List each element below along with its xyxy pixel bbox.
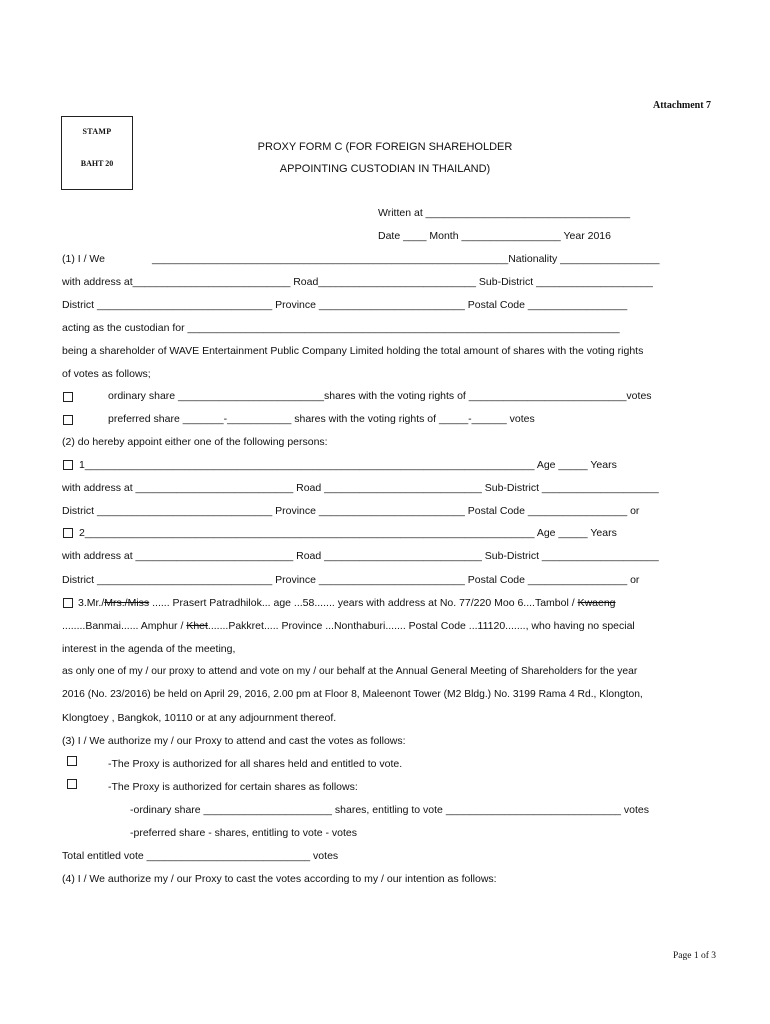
proxy3-subdistrict: ........Banmai...... Amphur / [62, 620, 184, 632]
proxy1-address-field[interactable]: with address at ___________________________ Road ___________________________ Sub-District ____________________ [62, 482, 659, 494]
meeting-statement-3: Klongtoey , Bangkok, 10110 or at any adjournment thereof. [62, 712, 337, 724]
preferred-share-checkbox[interactable] [63, 415, 73, 425]
proxy3-khet-struck: Khet [186, 620, 208, 632]
meeting-statement-1: as only one of my / our proxy to attend and vote on my / our behalf at the Annual General Meeting of Shareholders for the year [62, 666, 638, 677]
form-title-line2: APPOINTING CUSTODIAN IN THAILAND) [279, 163, 491, 175]
shareholder-name-field[interactable]: _____________________________________________________________Nationality _________________ [152, 253, 660, 265]
section4-heading: (4) I / We authorize my / our Proxy to cast the votes according to my / our intention as follows: [62, 873, 497, 885]
proxy2-name-field[interactable]: 2_____________________________________________________________________________ Age _____ Years [79, 527, 617, 539]
section1-i-we-label: (1) I / We [62, 253, 105, 265]
section3-heading: (3) I / We authorize my / our Proxy to attend and cast the votes as follows: [62, 735, 406, 747]
proxy3-title-struck: Mrs./Miss [104, 597, 150, 609]
stamp-box [61, 116, 133, 190]
all-shares-checkbox[interactable] [67, 756, 77, 766]
ordinary-share-field[interactable]: ordinary share _________________________shares with the voting rights of ___________________________votes [108, 390, 652, 402]
proxy2-checkbox[interactable] [63, 528, 73, 538]
authorized-ordinary-field[interactable]: -ordinary share ______________________ shares, entitling to vote ______________________________ votes [130, 804, 650, 816]
proxy1-checkbox[interactable] [63, 460, 73, 470]
proxy3-interest-note: interest in the agenda of the meeting, [62, 643, 236, 655]
proxy2-district-field[interactable]: District ______________________________ Province _________________________ Postal Code _________________ or [62, 574, 640, 586]
proxy1-name-field[interactable]: 1_____________________________________________________________________________ Age _____ Years [79, 459, 617, 471]
proxy3-kwaeng-struck: Kwaeng [577, 597, 616, 609]
proxy3-details: ...... Prasert Patradhilok... age ...58....... years with address at No. 77/220 Moo 6....Tambol / [149, 597, 575, 609]
proxy3-title-prefix: 3.Mr./ [78, 597, 105, 609]
shareholder-address-field[interactable]: with address at___________________________ Road___________________________ Sub-District ____________________ [62, 276, 653, 288]
page-number: Page 1 of 3 [673, 951, 717, 961]
shareholder-statement: being a shareholder of WAVE Entertainment Public Company Limited holding the total amount of shares with the voting rights [62, 345, 644, 357]
proxy3-line [78, 597, 616, 609]
proxy3-checkbox[interactable] [63, 598, 73, 608]
authorized-preferred-line: -preferred share - shares, entitling to vote - votes [130, 827, 358, 839]
proxy2-address-field[interactable]: with address at ___________________________ Road ___________________________ Sub-District ____________________ [62, 550, 659, 562]
meeting-statement-2: 2016 (No. 23/2016) be held on April 29, 2016, 2.00 pm at Floor 8, Maleenont Tower (M2 Bldg.) No. 3199 Rama 4 Rd., Klongton, [62, 689, 643, 700]
shareholder-district-field[interactable]: District ______________________________ Province _________________________ Postal Code _________________ [62, 299, 628, 311]
date-field[interactable]: Date ____ Month _________________ Year 2016 [378, 230, 611, 242]
certain-shares-checkbox[interactable] [67, 779, 77, 789]
proxy3-line2 [62, 620, 635, 632]
custodian-field[interactable]: acting as the custodian for __________________________________________________________________________ [62, 322, 620, 334]
stamp-label: STAMP [82, 127, 112, 136]
certain-shares-option: -The Proxy is authorized for certain shares as follows: [108, 781, 358, 793]
ordinary-share-checkbox[interactable] [63, 392, 73, 402]
all-shares-option: -The Proxy is authorized for all shares held and entitled to vote. [108, 758, 403, 770]
form-title-line1: PROXY FORM C (FOR FOREIGN SHAREHOLDER [257, 141, 513, 153]
attachment-label: Attachment 7 [653, 100, 712, 111]
votes-as-follows: of votes as follows; [62, 368, 151, 380]
total-votes-field[interactable]: Total entitled vote ____________________________ votes [62, 850, 339, 862]
proxy3-province-postal: .......Pakkret..... Province ...Nonthaburi....... Postal Code ...11120......., who having no special [207, 620, 635, 632]
section2-heading: (2) do hereby appoint either one of the following persons: [62, 436, 328, 448]
proxy1-district-field[interactable]: District ______________________________ Province _________________________ Postal Code _________________ or [62, 505, 640, 517]
stamp-value: BAHT 20 [80, 159, 114, 168]
preferred-share-field[interactable]: preferred share _______-___________ shares with the voting rights of _____-______ votes [108, 413, 535, 425]
written-at-field[interactable]: Written at ___________________________________ [378, 207, 631, 219]
